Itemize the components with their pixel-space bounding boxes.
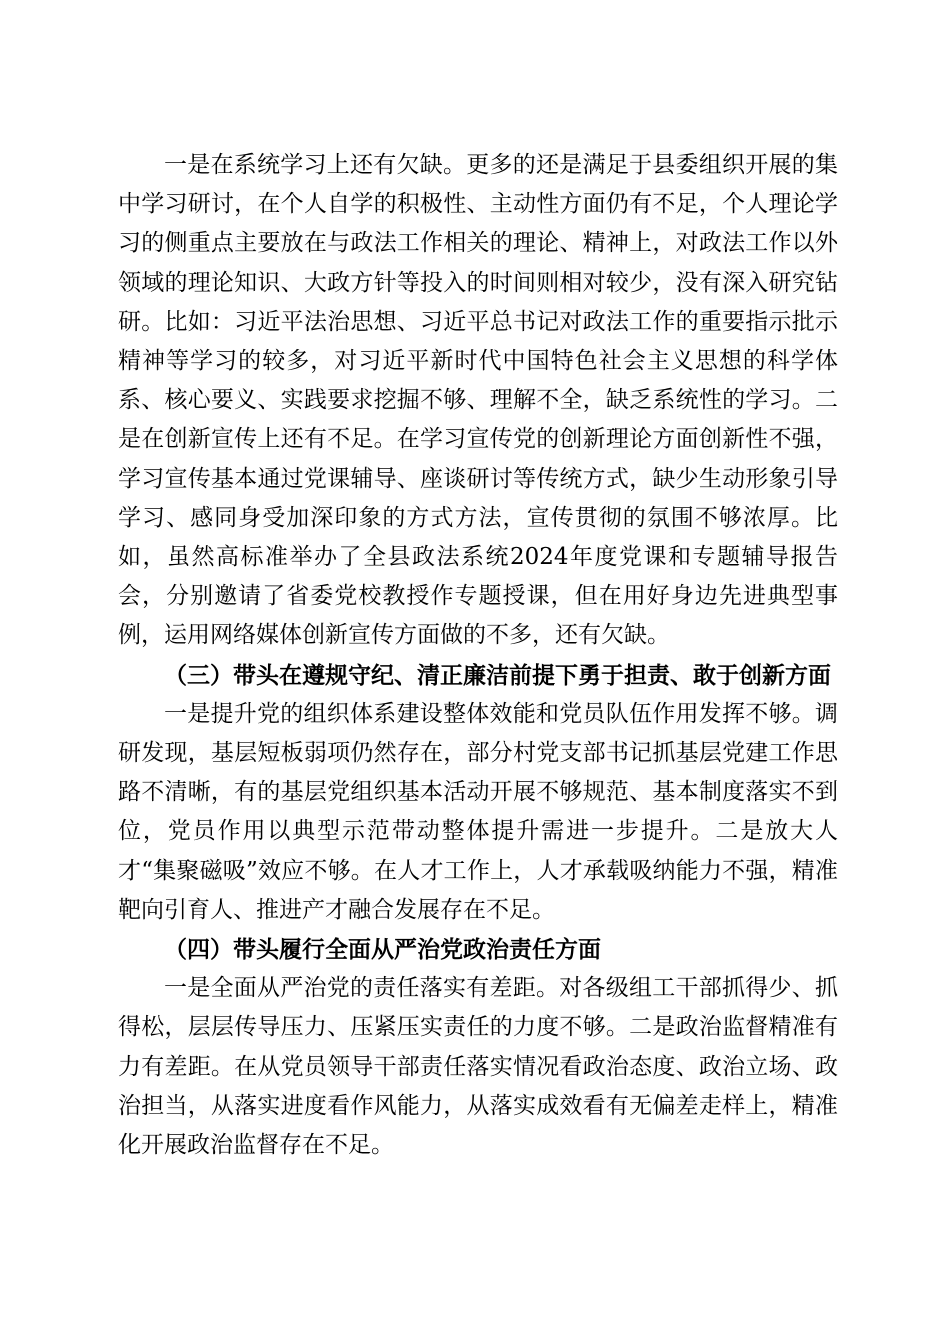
body-paragraph: 一是提升党的组织体系建设整体效能和党员队伍作用发挥不够。调研发现，基层短板弱项仍然存在，部分村党支部书记抓基层党建工作思路不清晰，有的基层党组织基本活动开展不够规范、基本制度落实不到位，党员作用以典型示范带动整体提升需进一步提升。二是放大人才“集聚磁吸”效应不够。在人才工作上，人才承载吸纳能力不强，精准靶向引育人、推进产才融合发展存在不足。	[118, 700, 838, 923]
section-heading: （三）带头在遵规守纪、清正廉洁前提下勇于担责、敢于创新方面	[164, 661, 831, 689]
body-paragraph: 一是在系统学习上还有欠缺。更多的还是满足于县委组织开展的集中学习研讨，在个人自学的积极性、主动性方面仍有不足，个人理论学习的侧重点主要放在与政法工作相关的理论、精神上，对政法工作以外领域的理论知识、大政方针等投入的时间则相对较少，没有深入研究钻研。比如：习近平法治思想、习近平总书记对政法工作的重要指示批示精神等学习的较多，对习近平新时代中国特色社会主义思想的科学体系、核心要义、实践要求挖掘不够、理解不全，缺乏系统性的学习。二是在创新宣传上还有不足。在学习宣传党的创新理论方面创新性不强，学习宣传基本通过党课辅导、座谈研讨等传统方式，缺少生动形象引导学习、感同身受加深印象的方式方法，宣传贯彻的氛围不够浓厚。比如，虽然高标准举办了全县政法系统2024年度党课和专题辅导报告会，分别邀请了省委党校教授作专题授课，但在用好身边先进典型事例，运用网络媒体创新宣传方面做的不多，还有欠缺。	[118, 152, 838, 649]
body-paragraph: 一是全面从严治党的责任落实有差距。对各级组工干部抓得少、抓得松，层层传导压力、压紧压实责任的力度不够。二是政治监督精准有力有差距。在从党员领导干部责任落实情况看政治态度、政治立场、政治担当，从落实进度看作风能力，从落实成效看有无偏差走样上，精准化开展政治监督存在不足。	[118, 975, 838, 1159]
document-body	[118, 146, 838, 1165]
section-heading: （四）带头履行全面从严治党政治责任方面	[164, 936, 601, 964]
